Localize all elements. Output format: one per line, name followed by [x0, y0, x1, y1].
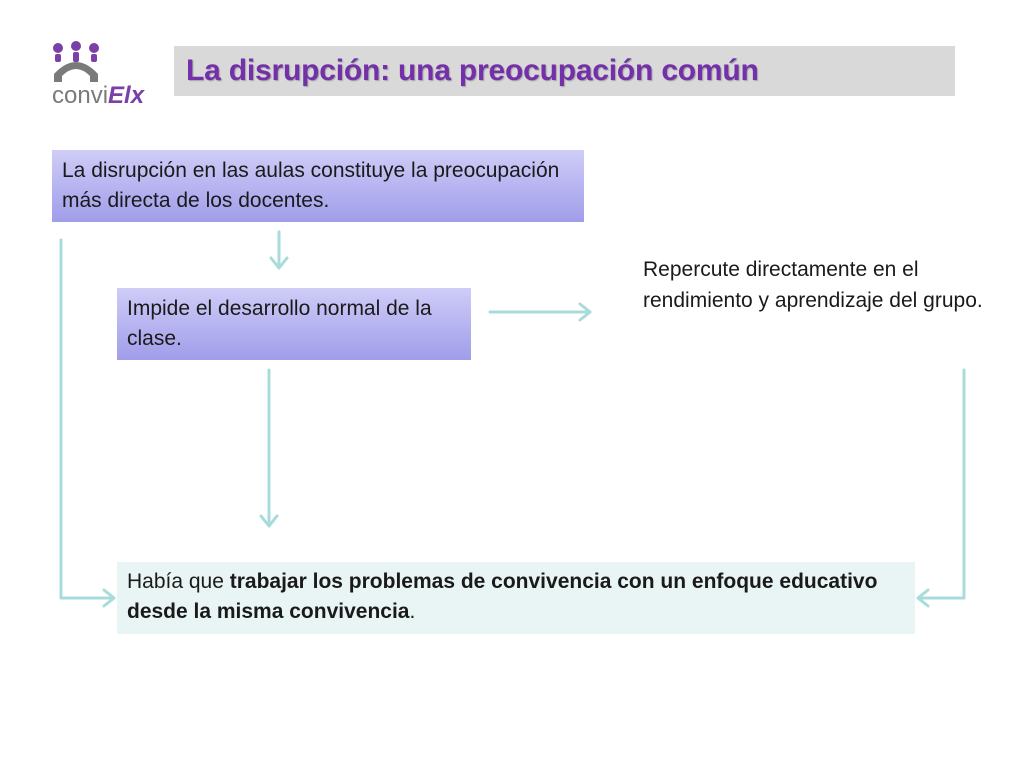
logo-text-convi: convi — [52, 82, 109, 109]
arrow-top-to-middle — [271, 232, 287, 268]
box-impedes-class-text: Impide el desarrollo normal de la clase. — [127, 297, 432, 350]
box-conclusion — [117, 562, 915, 634]
text-affects-performance — [643, 254, 1003, 316]
arrow-middle-to-bottom — [261, 370, 277, 526]
logo-text — [52, 82, 144, 110]
text-affects-performance-text: Repercute directamente en el rendimiento y aprendizaje del grupo. — [643, 258, 983, 312]
arrow-middle-to-right — [490, 304, 590, 320]
page-title: La disrupción: una preocupación común — [186, 54, 759, 87]
box-conclusion-suffix: . — [409, 600, 416, 623]
title-bar — [174, 46, 955, 96]
logo-text-elx: Elx — [108, 82, 145, 109]
box-disruption-concern — [52, 150, 584, 222]
arrow-right-to-bottom — [918, 370, 964, 606]
box-conclusion-prefix: Había que — [127, 570, 230, 593]
box-disruption-concern-text: La disrupción en las aulas constituye la preocupación más directa de los docentes. — [62, 159, 560, 212]
box-impedes-class — [117, 288, 471, 360]
box-conclusion-bold: trabajar los problemas de convivencia con un enfoque educativo desde la misma convivencia — [127, 570, 878, 623]
arrow-left-to-bottom — [61, 240, 114, 606]
